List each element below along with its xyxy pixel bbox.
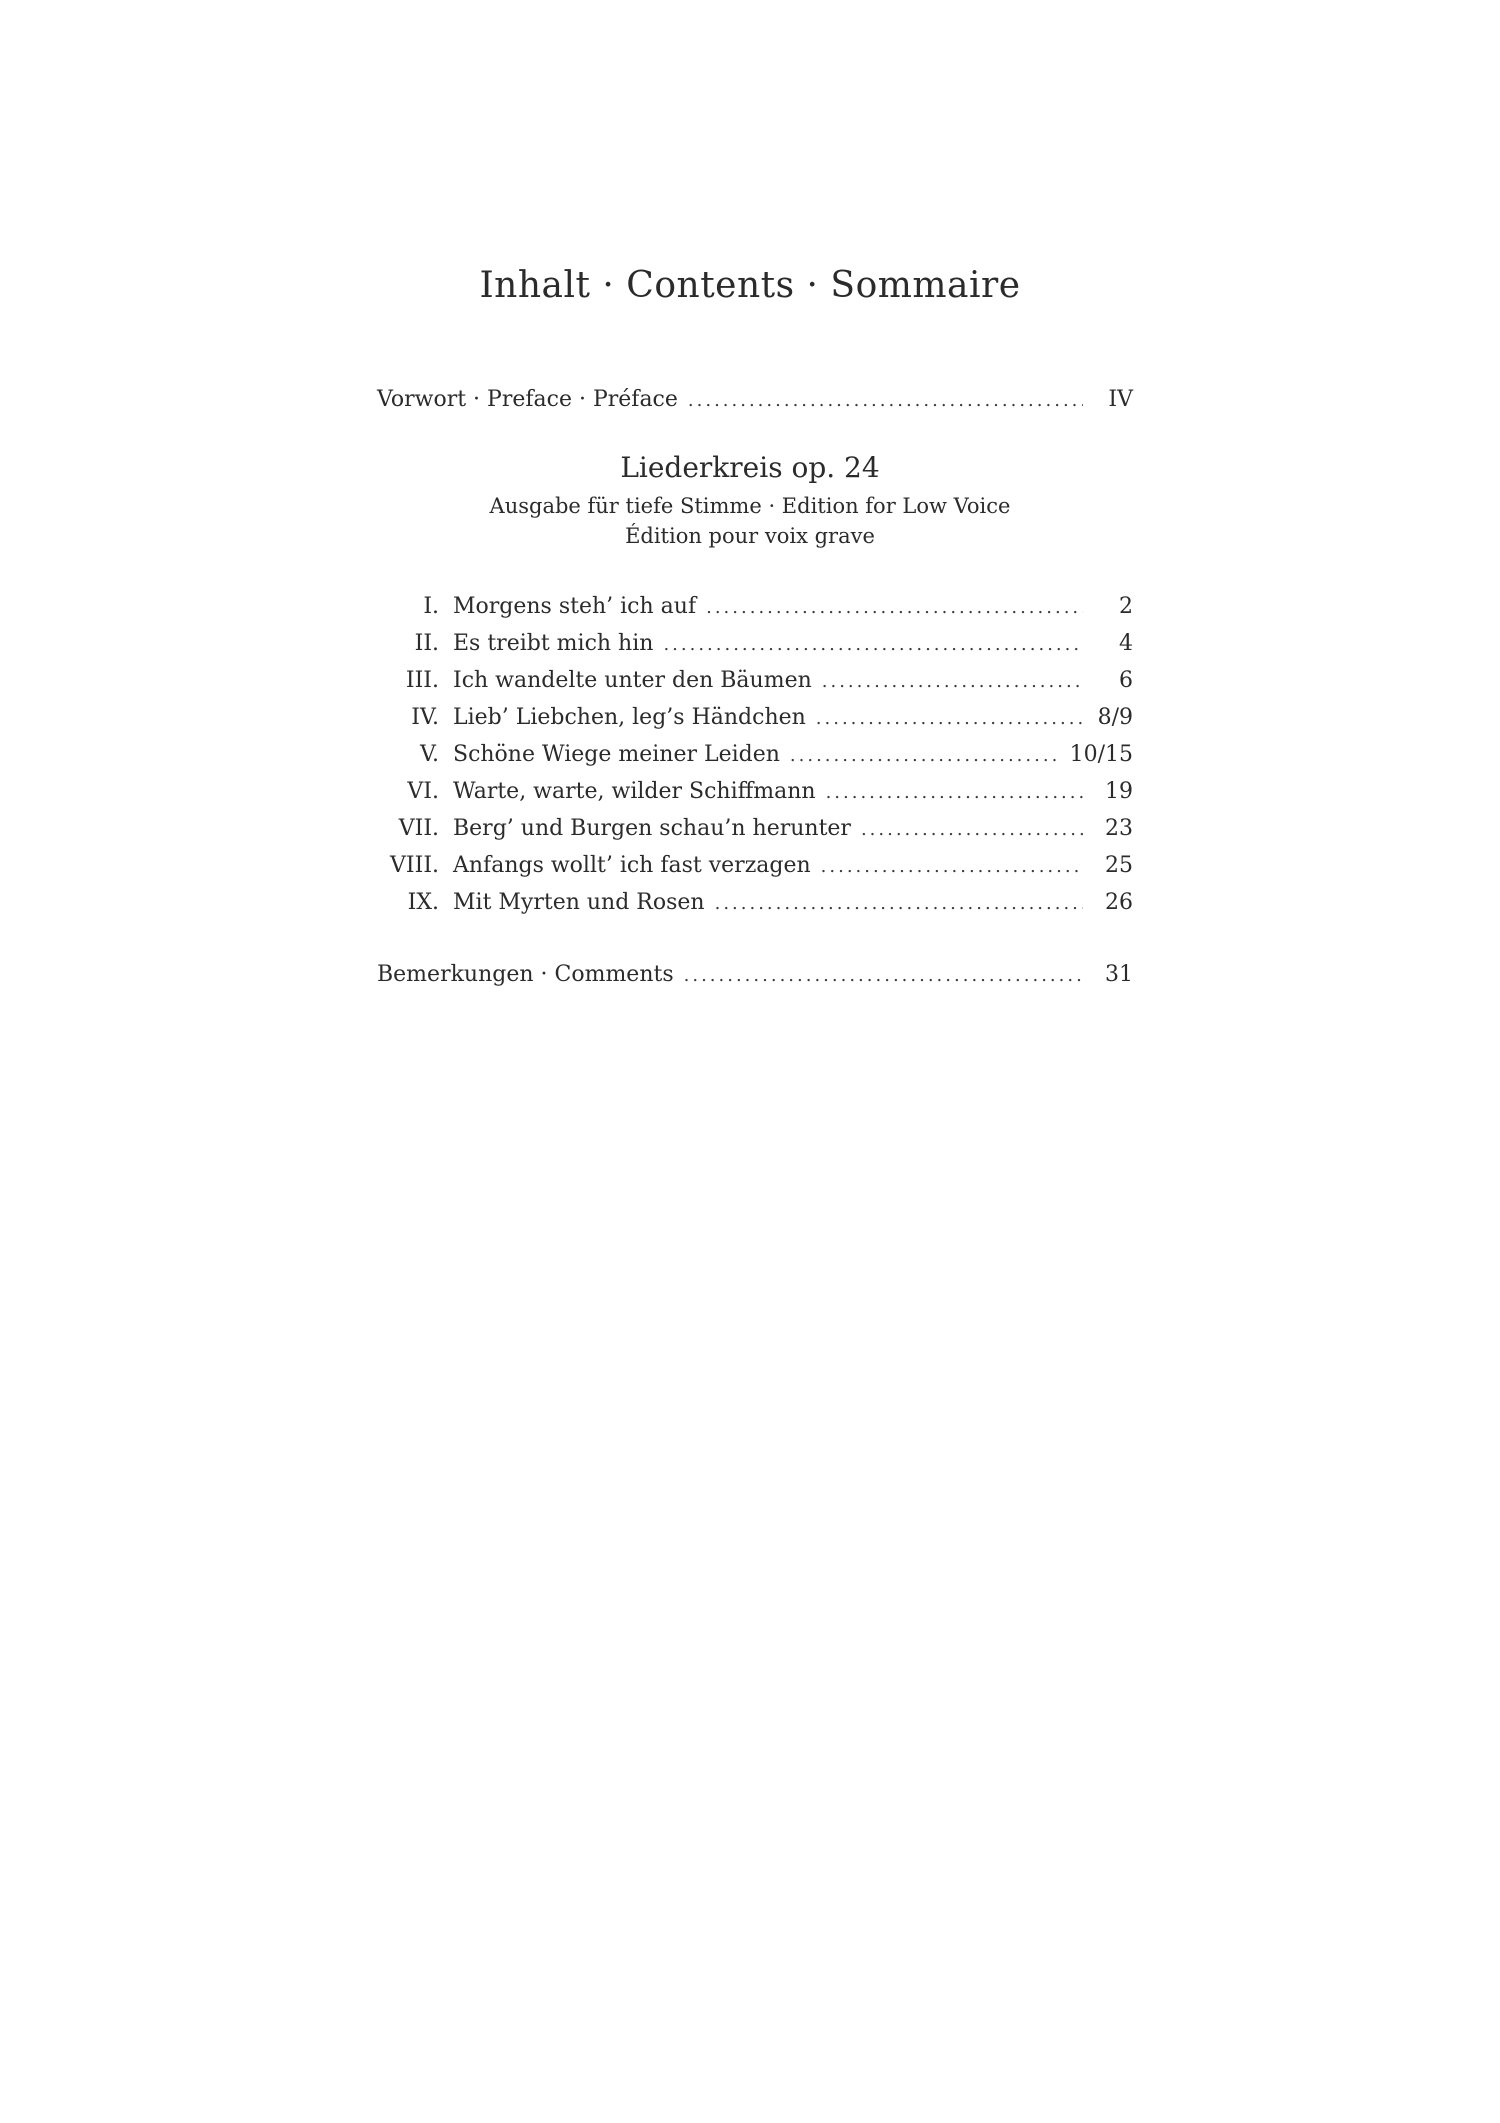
- toc-entry-song-5[interactable]: [377, 738, 1133, 772]
- toc-page-number: 2: [1119, 594, 1133, 619]
- toc-page-number: 19: [1105, 779, 1133, 804]
- toc-roman-number: V.: [419, 742, 439, 767]
- toc-entry-song-9[interactable]: [377, 886, 1133, 920]
- toc-roman-number: VIII.: [390, 853, 439, 878]
- toc-entry-song-1[interactable]: [377, 590, 1133, 624]
- toc-entry-comments[interactable]: [377, 958, 1133, 992]
- toc-page-number: 31: [1105, 962, 1133, 987]
- toc-leader-dots: [663, 628, 1083, 662]
- toc-page-number: 6: [1119, 668, 1133, 693]
- toc-label: Lieb’ Liebchen, leg’s Händchen: [453, 705, 806, 730]
- toc-roman-number: IX.: [407, 890, 439, 915]
- toc-entry-song-3[interactable]: [377, 664, 1133, 698]
- toc-label: Morgens steh’ ich auf: [453, 594, 697, 619]
- edition-line-1: Ausgabe für tiefe Stimme · Edition for Low Voice: [489, 494, 1011, 518]
- toc-entry-song-7[interactable]: [377, 812, 1133, 846]
- toc-entry-song-6[interactable]: [377, 775, 1133, 809]
- toc-label: Ich wandelte unter den Bäumen: [453, 668, 812, 693]
- toc-leader-dots: [861, 813, 1083, 847]
- toc-label: Schöne Wiege meiner Leiden: [453, 742, 780, 767]
- toc-label: Bemerkungen · Comments: [377, 962, 674, 987]
- toc-roman-number: I.: [423, 594, 439, 619]
- toc-leader-dots: [821, 850, 1083, 884]
- toc-roman-number: IV.: [411, 705, 439, 730]
- toc-label: Es treibt mich hin: [453, 631, 654, 656]
- toc-label: Berg’ und Burgen schau’n herunter: [453, 816, 851, 841]
- toc-leader-dots: [822, 665, 1083, 699]
- toc-leader-dots: [816, 702, 1083, 736]
- toc-roman-number: III.: [405, 668, 439, 693]
- toc-leader-dots: [826, 776, 1083, 810]
- toc-page-number: 23: [1105, 816, 1133, 841]
- toc-leader-dots: [706, 591, 1083, 625]
- toc-leader-dots: [688, 384, 1083, 418]
- toc-label: Warte, warte, wilder Schiffmann: [453, 779, 816, 804]
- toc-entry-preface[interactable]: [377, 383, 1133, 417]
- toc-roman-number: VI.: [407, 779, 439, 804]
- toc-leader-dots: [684, 959, 1083, 993]
- toc-roman-number: II.: [414, 631, 439, 656]
- toc-page-number: 26: [1105, 890, 1133, 915]
- work-title: Liederkreis op. 24: [620, 451, 880, 484]
- toc-page-number: 25: [1105, 853, 1133, 878]
- toc-entry-song-2[interactable]: [377, 627, 1133, 661]
- toc-page-number: 4: [1119, 631, 1133, 656]
- edition-line-2: Édition pour voix grave: [625, 524, 875, 548]
- toc-label: Vorwort · Preface · Préface: [377, 387, 678, 412]
- toc-label: Anfangs wollt’ ich fast verzagen: [453, 853, 811, 878]
- toc-leader-dots: [790, 739, 1060, 773]
- page-title: Inhalt · Contents · Sommaire: [479, 265, 1021, 306]
- toc-page-number: IV: [1108, 387, 1133, 412]
- toc-roman-number: VII.: [398, 816, 439, 841]
- toc-entry-song-8[interactable]: [377, 849, 1133, 883]
- toc-label: Mit Myrten und Rosen: [453, 890, 705, 915]
- toc-entry-song-4[interactable]: [377, 701, 1133, 735]
- toc-page-number: 10/15: [1069, 742, 1133, 767]
- toc-page-number: 8/9: [1097, 705, 1133, 730]
- toc-leader-dots: [715, 887, 1083, 921]
